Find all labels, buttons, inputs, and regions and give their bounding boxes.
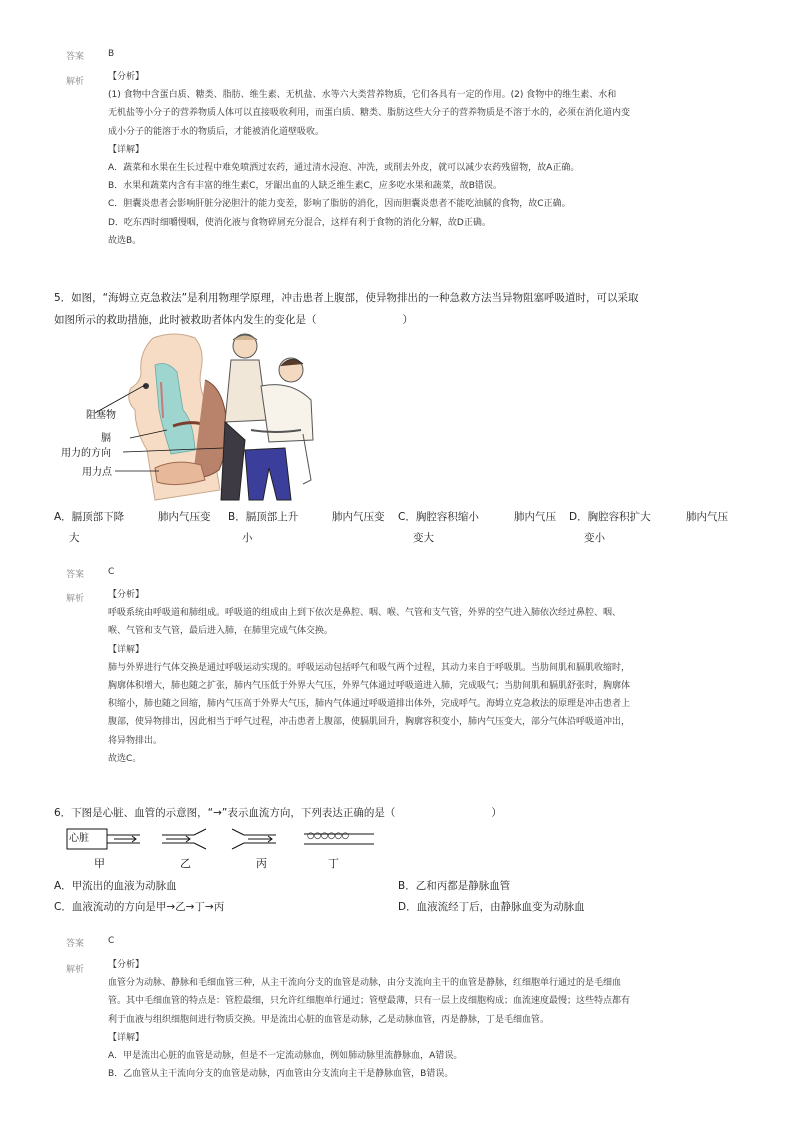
analysis-line: B．乙血管从主干流向分支的血管是动脉，丙血管由分支流向主干是静脉血管，B错误。 — [108, 1069, 454, 1080]
analysis-line: (1) 食物中含蛋白质、糖类、脂肪、维生素、无机盐、水等六大类营养物质，它们各具有一定的作用。(2) 食物中的维生素、水和 — [108, 90, 617, 101]
analysis-line: 【详解】 — [108, 644, 145, 655]
analysis-line: A．甲是流出心脏的血管是动脉，但是不一定流动脉血，例如肺动脉里流静脉血，A错误。 — [108, 1051, 463, 1062]
label-force-direction: 用力的方向 — [61, 448, 111, 459]
analysis-line: 喉、气管和支气管，最后进入肺，在肺里完成气体交换。 — [108, 626, 334, 637]
analysis-line: 【详解】 — [108, 144, 145, 155]
capillary-cells: ○○○○○○ — [307, 831, 349, 841]
option-d-text-cont: 变小 — [584, 532, 605, 544]
analysis-label: 解析 — [66, 594, 85, 604]
analysis-line: 故选B。 — [108, 235, 142, 246]
analysis-line: 无机盐等小分子的营养物质人体可以直接吸收利用，而蛋白质、糖类、脂肪这些大分子的营养物质是不溶于水的，必须在消化道内变 — [108, 108, 631, 119]
analysis-line: 血管分为动脉、静脉和毛细血管三种，从主干流向分支的血管是动脉，由分支流向主干的血管是静脉，红细胞单行通过的是毛细血 — [108, 978, 622, 989]
analysis-line: 利于血液与组织细胞间进行物质交换。甲是流出心脏的血管是动脉，乙是动脉血管，丙是静脉，丁是毛细血管。 — [108, 1014, 550, 1025]
analysis-line: A．蔬菜和水果在生长过程中难免喷洒过农药，通过清水浸泡、冲洗，或削去外皮，就可以减少农药残留物，故A正确。 — [108, 163, 580, 174]
analysis-line: 【详解】 — [108, 1032, 145, 1043]
analysis-text — [108, 956, 630, 1083]
option-c[interactable]: C．胸腔容积缩小 — [398, 511, 479, 523]
option-b[interactable]: B．膈顶部上升 — [228, 511, 299, 523]
question-5-stem — [54, 287, 639, 331]
option-b-text-cont: 小 — [242, 532, 253, 544]
analysis-line: 故选C。 — [108, 753, 142, 764]
analysis-label: 解析 — [66, 77, 85, 87]
vessel-label-bing: 丙 — [256, 857, 267, 870]
option-a-text-cont: 大 — [69, 532, 80, 544]
answer-label: 答案 — [66, 939, 85, 949]
option-c[interactable]: C．血液流动的方向是甲→乙→丁→丙 — [54, 901, 225, 913]
answer-label: 答案 — [66, 52, 85, 62]
analysis-line: 胸廓体积增大，肺也随之扩张，肺内气压低于外界大气压，外界气体通过呼吸道进入肺，完成吸气；当肋间肌和膈肌舒张时，胸廓体 — [108, 681, 631, 692]
option-a[interactable]: A．膈顶部下降 — [54, 511, 125, 523]
analysis-line: 【分析】 — [108, 960, 145, 970]
analysis-line: C．胆囊炎患者会影响肝脏分泌胆汁的能力变差，影响了脂肪的消化，因而胆囊炎患者不能吃油腻的食物，故C正确。 — [108, 199, 571, 210]
option-b[interactable]: B．乙和丙都是静脉血管 — [398, 880, 511, 892]
analysis-line: 肺与外界进行气体交换是通过呼吸运动实现的。呼吸运动包括呼气和吸气两个过程，其动力来自于呼吸肌。当肋间肌和膈肌收缩时， — [108, 662, 631, 673]
vessel-label-jia: 甲 — [94, 857, 105, 870]
answer-value: B — [108, 49, 115, 59]
analysis-line: 管。其中毛细血管的特点是：管腔最细，只允许红细胞单行通过；管壁最薄，只有一层上皮细胞构成；血流速度最慢；这些特点都有 — [108, 996, 631, 1007]
analysis-label: 解析 — [66, 965, 85, 975]
vessel-label-ding: 丁 — [328, 857, 339, 870]
analysis-line: 积缩小，肺也随之回缩，肺内气压高于外界大气压，肺内气体通过呼吸道排出体外，完成呼气。海姆立克急救法的原理是冲击患者上 — [108, 699, 631, 710]
option-d[interactable]: D．胸腔容积扩大 — [569, 511, 651, 523]
option-d-text: 肺内气压 — [686, 511, 728, 523]
option-d[interactable]: D．血液流经丁后，由静脉血变为动脉血 — [398, 901, 585, 913]
option-b-text: 肺内气压变 — [332, 511, 385, 523]
question-5-line-2: 如图所示的救助措施，此时被救助者体内发生的变化是（ ） — [54, 314, 413, 326]
analysis-line: 呼吸系统由呼吸道和肺组成。呼吸道的组成由上到下依次是鼻腔、咽、喉、气管和支气管，外界的空气进入肺依次经过鼻腔、咽、 — [108, 608, 622, 619]
option-c-text: 肺内气压 — [514, 511, 556, 523]
rescuer-illustration — [221, 334, 313, 500]
answer-value: C — [108, 567, 115, 577]
analysis-text — [108, 586, 630, 768]
option-a-text: 肺内气压变 — [158, 511, 211, 523]
analysis-line: 【分析】 — [108, 72, 145, 82]
label-diaphragm: 膈 — [101, 433, 111, 444]
option-a[interactable]: A．甲流出的血液为动脉血 — [54, 880, 177, 892]
question-5-line-1: 5．如图，“海姆立克急救法”是利用物理学原理，冲击患者上腹部，使异物排出的一种急救方法当异物阻塞呼吸道时，可以采取 — [54, 292, 639, 304]
vessel-label-yi: 乙 — [180, 857, 191, 870]
analysis-line: 【分析】 — [108, 590, 145, 600]
option-c-text-cont: 变大 — [413, 532, 434, 544]
analysis-line: 将异物排出。 — [108, 735, 163, 746]
label-obstruction: 阻塞物 — [86, 410, 116, 421]
heart-label: 心脏 — [69, 833, 89, 844]
analysis-line: 腹部，使异物排出，因此相当于呼气过程，冲击患者上腹部，使膈肌回升，胸廓容积变小，肺内气压变大，部分气体沿呼吸道冲出， — [108, 717, 631, 728]
question-6-stem: 6．下图是心脏、血管的示意图，“→”表示血流方向，下列表达正确的是（ ） — [54, 807, 502, 819]
analysis-line: 成小分子的能溶于水的物质后，才能被消化道壁吸收。 — [108, 126, 325, 137]
analysis-line: D．吃东西时细嚼慢咽，使消化液与食物碎屑充分混合，这样有利于食物的消化分解，故D正确。 — [108, 217, 491, 228]
answer-label: 答案 — [66, 570, 85, 580]
analysis-text — [108, 68, 630, 250]
answer-value: C — [108, 936, 115, 946]
analysis-line: B．水果和蔬菜内含有丰富的维生素C，牙龈出血的人缺乏维生素C，应多吃水果和蔬菜，故B错误。 — [108, 181, 502, 192]
label-force-point: 用力点 — [82, 467, 112, 478]
